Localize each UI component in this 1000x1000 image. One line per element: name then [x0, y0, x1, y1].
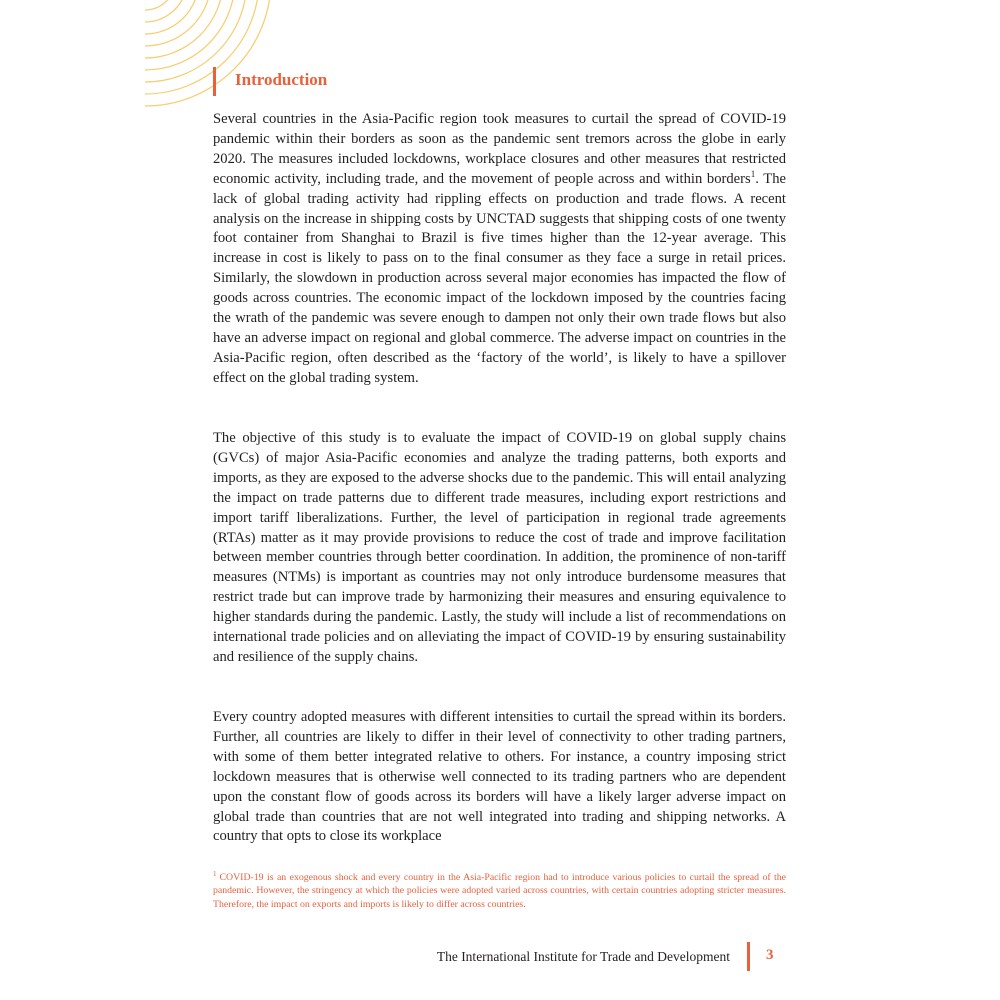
footnote-reference[interactable]: 1: [750, 168, 756, 179]
paragraph-2: The objective of this study is to evaluate the impact of COVID-19 on global supply chains (GVCs) of major Asia-Pacific economies and analyze the trading patterns, both exports and imports, as they are exposed to the adverse shocks due to the pandemic. This will entail analyzing the impact on trade patterns due to different trade measures, including export restrictions and import tariff liberalizations. Further, the level of participation in regional trade agreements (RTAs) matter as it may provide provisions to reduce the cost of trade and improve facilitation between member countries through better coordination. In addition, the prominence of non-tariff measures (NTMs) is important as countries may not only introduce burdensome measures that restrict trade but can improve trade by harmonizing their measures and ensuring equivalence to higher standards during the pandemic. Lastly, the study will include a list of recommendations on international trade policies and on alleviating the impact of COVID-19 by ensuring sustainability and resilience of the supply chains.: [213, 430, 786, 665]
paragraph-3: Every country adopted measures with different intensities to curtail the spread within its borders. Further, all countries are likely to differ in their level of connectivity to other trading partners, with some of them better integrated relative to others. For instance, a country imposing strict lockdown measures that is otherwise well connected to its trading partners who are dependent upon the constant flow of goods across its borders will have a likely larger adverse impact on global trade than countries that are not well integrated into trading and shipping networks. A country that opts to close its workplace: [213, 709, 786, 845]
heading-accent-bar: [213, 67, 216, 96]
footer-accent-bar: [747, 942, 750, 971]
footnote-text: COVID-19 is an exogenous shock and every country in the Asia-Pacific region had to introduce various policies to curtail the spread of the pandemic. However, the stringency at which the policies were adopted varied across countries, with certain countries adopting stricter measures. Therefore, the impact on exports and imports is likely to differ across countries.: [213, 872, 786, 910]
footer-institution: The International Institute for Trade and Development: [436, 949, 730, 964]
section-heading: Introduction: [235, 70, 328, 89]
paragraph-1-text-a: Several countries in the Asia-Pacific region took measures to curtail the spread of COVID-19 pandemic within their borders as soon as the pandemic sent tremors across the globe in early 2020. The measures included lockdowns, workplace closures and other measures that restricted economic activity, including trade, and the movement of people across and within borders: [213, 111, 786, 187]
footnote: [213, 871, 786, 911]
decorative-arcs: [0, 0, 280, 110]
page-number: 3: [766, 947, 774, 963]
paragraph-1-text-b: . The lack of global trading activity had rippling effects on production and trade flows. A recent analysis on the increase in shipping costs by UNCTAD suggests that shipping costs of one twenty foot container from Shanghai to Brazil is five times higher than the 12-year average. This increase in cost is likely to pass on to the final consumer as they face a surge in retail prices. Similarly, the slowdown in production across several major economies has impacted the flow of goods across countries. The economic impact of the lockdown imposed by the countries facing the wrath of the pandemic was severe enough to dampen not only their own trade flows but also have an adverse impact on regional and global commerce. The adverse impact on countries in the Asia-Pacific region, often described as the ‘factory of the world’, is likely to have a spillover effect on the global trading system.: [213, 170, 786, 386]
footnote-number: 1: [213, 869, 217, 878]
paragraph-1: [213, 110, 786, 389]
